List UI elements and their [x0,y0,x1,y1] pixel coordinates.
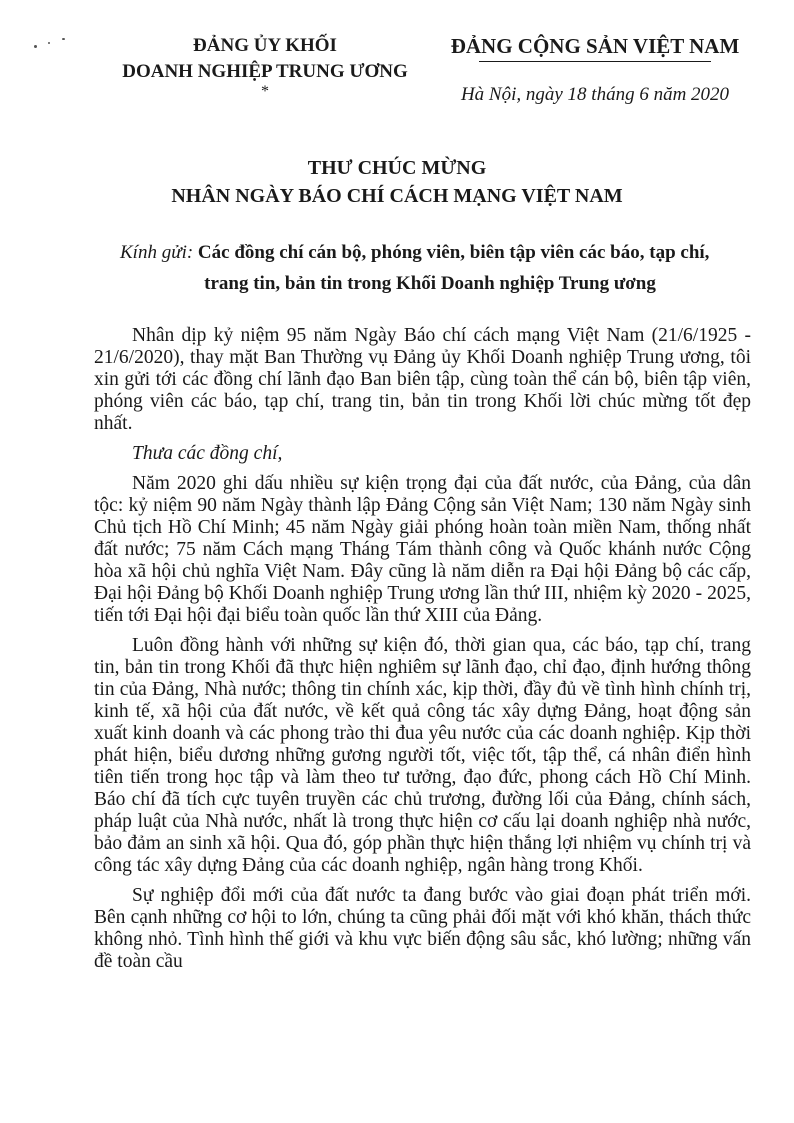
letter-body [94,325,751,981]
recipient-line-2: trang tin, bản tin trong Khối Doanh nghiệp Trung ương [204,273,656,294]
body-paragraph-1: Nhân dịp kỷ niệm 95 năm Ngày Báo chí cách mạng Việt Nam (21/6/1925 - 21/6/2020), thay mặt Ban Thường vụ Đảng ủy Khối Doanh nghiệp Trung ương, tôi xin gửi tới các đồng chí lãnh đạo Ban biên tập, cùng toàn thể cán bộ, biên tập viên, phóng viên các báo, tạp chí, trang tin, bản tin trong Khối lời chúc mừng tốt đẹp nhất. [94,325,751,434]
party-title: ĐẢNG CỘNG SẢN VIỆT NAM [450,34,740,58]
body-paragraph-3: Luôn đồng hành với những sự kiện đó, thời gian qua, các báo, tạp chí, trang tin, bản tin trong Khối đã thực hiện nghiêm sự lãnh đạo, chỉ đạo, định hướng thông tin của Đảng, Nhà nước; thông tin chính xác, kịp thời, đầy đủ về tình hình chính trị, kinh tế, xã hội của đất nước, về kết quả công tác xây dựng Đảng, hoạt động sản xuất kinh doanh và các phong trào thi đua yêu nước của các doanh nghiệp. Kịp thời phát hiện, biểu dương những gương người tốt, việc tốt, tập thể, cá nhân điển hình tiên tiến trong học tập và làm theo tư tưởng, đạo đức, phong cách Hồ Chí Minh. Báo chí đã tích cực tuyên truyền các chủ trương, đường lối của Đảng, chính sách, pháp luật của Nhà nước, nhất là trong thực hiện cơ cấu lại doanh nghiệp nhà nước, bảo đảm an sinh xã hội. Qua đó, góp phần thực hiện thắng lợi nhiệm vụ chính trị và công tác xây dựng Đảng của các doanh nghiệp, ngân hàng trong Khối. [94,635,751,876]
recipient-label: Kính gửi: [120,242,194,263]
org-line-1: ĐẢNG ỦY KHỐI [193,35,337,56]
body-paragraph-4: Sự nghiệp đổi mới của đất nước ta đang bước vào giai đoạn phát triển mới. Bên cạnh những cơ hội to lớn, chúng ta cũng phải đối mặt với khó khăn, thách thức không nhỏ. Tình hình thế giới và khu vực biến động sâu sắc, khó lường; những vấn đề toàn cầu [94,885,751,972]
issuing-organization [110,33,420,99]
party-title-underline [479,61,711,62]
body-paragraph-2: Năm 2020 ghi dấu nhiều sự kiện trọng đại của đất nước, của Đảng, của dân tộc: kỷ niệm 90 năm Ngày thành lập Đảng Cộng sản Việt Nam; 130 năm Ngày sinh Chủ tịch Hồ Chí Minh; 45 năm Ngày giải phóng hoàn toàn miền Nam, thống nhất đất nước; 75 năm Cách mạng Tháng Tám thành công và Quốc khánh nước Cộng hòa xã hội chủ nghĩa Việt Nam. Đây cũng là năm diễn ra Đại hội Đảng bộ các cấp, Đại hội Đảng bộ Khối Doanh nghiệp Trung ương lần thứ III, nhiệm kỳ 2020 - 2025, tiến tới Đại hội đại biểu toàn quốc lần thứ XIII của Đảng. [94,473,751,626]
title-line-1: THƯ CHÚC MỪNG [307,157,487,179]
scan-speck [62,38,65,40]
org-star: * [261,83,269,100]
org-line-2: DOANH NGHIỆP TRUNG ƯƠNG [122,61,408,82]
salutation: Thưa các đồng chí, [132,443,283,464]
recipient-block [120,237,740,299]
letter-date: Hà Nội, ngày 18 tháng 6 năm 2020 [460,84,730,105]
scan-speck [48,42,50,44]
title-line-2: NHÂN NGÀY BÁO CHÍ CÁCH MẠNG VIỆT NAM [171,185,623,207]
letter-title [40,154,754,210]
scan-speck [34,45,37,48]
recipient-line-1: Các đồng chí cán bộ, phóng viên, biên tập viên các báo, tạp chí, [197,242,710,263]
party-header [420,33,770,62]
